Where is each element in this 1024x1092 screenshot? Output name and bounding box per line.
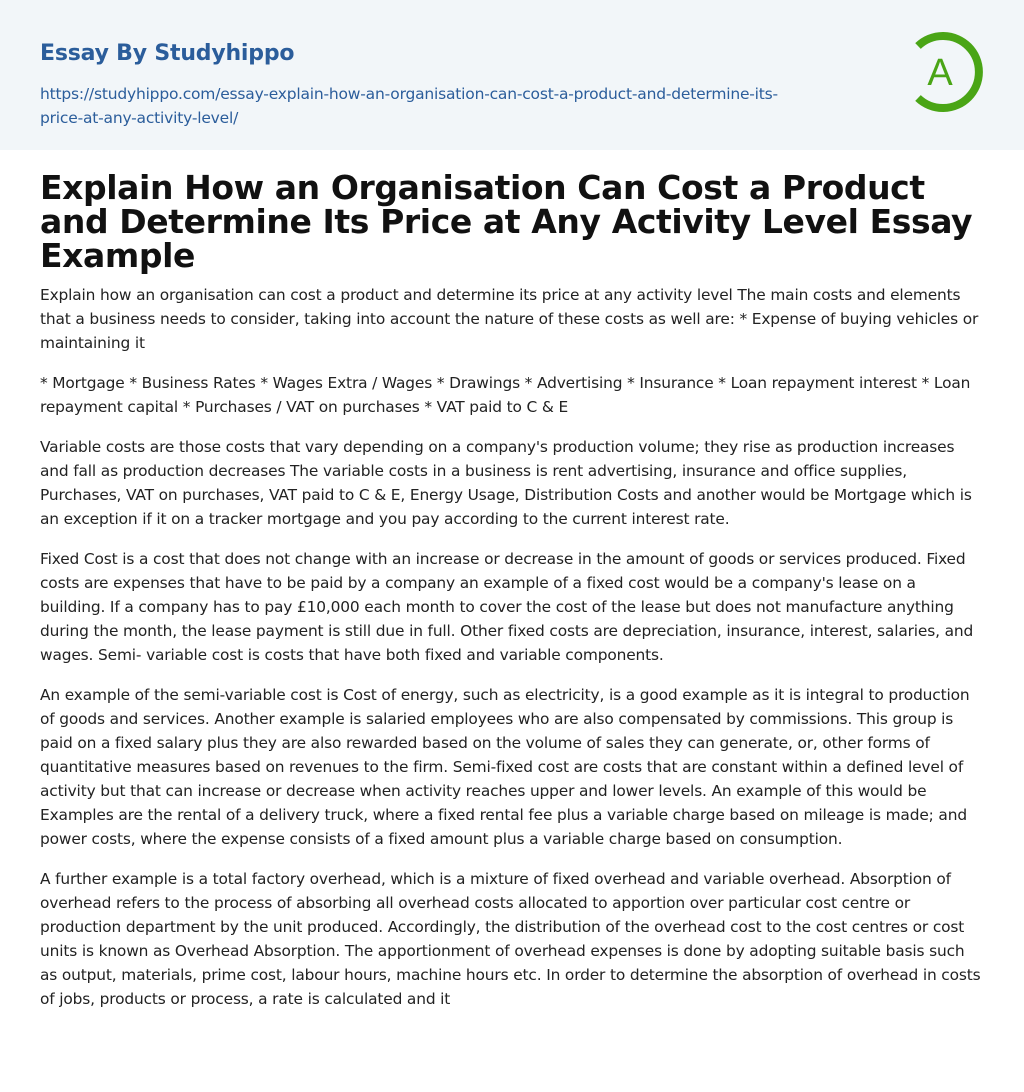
paragraph: An example of the semi-variable cost is Cost of energy, such as electricity, is a good example as it is integral to production of goods and services. Another example is salaried employees who are also compensated by commissions. This group is paid on a fixed salary plus they are also rewarded based on the volume of sales they can generate, or, other forms of quantitative measures based on revenues to the firm. Semi-fixed cost are costs that are constant within a defined level of activity but that can increase or decrease when activity reaches upper and lower levels. An example of this would be Examples are the rental of a delivery truck, where a fixed rental fee plus a variable charge based on mileage is made; and power costs, where the expense consists of a fixed amount plus a variable charge based on consumption. xyxy=(40,686,970,848)
brand-title: Essay By Studyhippo xyxy=(40,41,295,66)
paragraph: Fixed Cost is a cost that does not change with an increase or decrease in the amount of goods or services produced. Fixed costs are expenses that have to be paid by a company an example of a fixed cost would be a company's lease on a building. If a company has to pay £10,000 each month to cover the cost of the lease but does not manufacture anything during the month, the lease payment is still due in full. Other fixed costs are depreciation, insurance, interest, salaries, and wages. Semi- variable cost is costs that have both fixed and variable components. xyxy=(40,550,974,664)
paragraph: * Mortgage * Business Rates * Wages Extra / Wages * Drawings * Advertising * Insurance * Loan repayment interest * Loan repayment capital * Purchases / VAT on purchases * VAT paid to C & E xyxy=(40,374,971,416)
page-title: Explain How an Organisation Can Cost a Product and Determine Its Price at Any Activity Level Essay Example xyxy=(40,168,973,275)
article xyxy=(0,150,1024,1011)
paragraph: Explain how an organisation can cost a product and determine its price at any activity level The main costs and elements that a business needs to consider, taking into account the nature of these costs as well are: * Expense of buying vehicles or maintaining it xyxy=(40,286,979,352)
studyhippo-logo-icon[interactable] xyxy=(906,30,990,114)
article-body xyxy=(40,283,984,1011)
logo-letter: A xyxy=(927,52,953,94)
paragraph: Variable costs are those costs that vary depending on a company's production volume; they rise as production increases and fall as production decreases The variable costs in a business is rent advertising, insurance and office supplies, Purchases, VAT on purchases, VAT paid to C & E, Energy Usage, Distribution Costs and another would be Mortgage which is an exception if it on a tracker mortgage and you pay according to the current interest rate. xyxy=(40,438,972,528)
source-url-link[interactable]: https://studyhippo.com/essay-explain-how-an-organisation-can-cost-a-product-and-determine-its-price-at-any-activity-level/ xyxy=(40,85,778,127)
site-header xyxy=(0,0,1024,150)
paragraph: A further example is a total factory overhead, which is a mixture of fixed overhead and variable overhead. Absorption of overhead refers to the process of absorbing all overhead costs allocated to apportion over particular cost centre or production department by the unit produced. Accordingly, the distribution of the overhead cost to the cost centres or cost units is known as Overhead Absorption. The apportionment of overhead expenses is done by adopting suitable basis such as output, materials, prime cost, labour hours, machine hours etc. In order to determine the absorption of overhead in costs of jobs, products or process, a rate is calculated and it xyxy=(40,870,981,1008)
